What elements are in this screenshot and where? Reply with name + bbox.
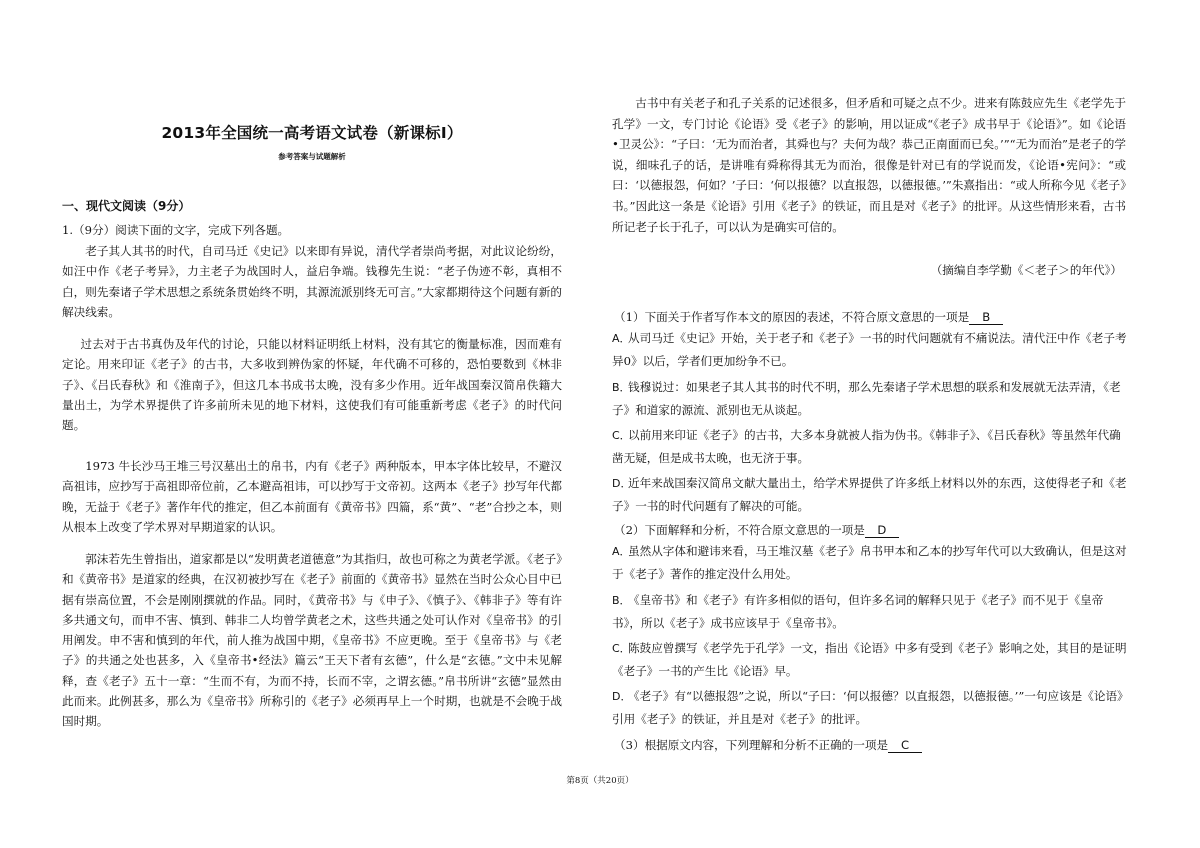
option-text: 虽然从字体和避讳来看，马王堆汉墓《老子》帛书甲本和乙本的抄写年代可以大致确认，但是这对于《老子》著作的推定没什么用处。 (612, 544, 1127, 581)
option-2d (612, 685, 1130, 731)
answer-blank: B (969, 311, 1003, 325)
option-text: 以前用来印证《老子》的古书，大多本身就被人指为伪书。《韩非子》、《吕氏春秋》等虽然年代确凿无疑，但是成书太晚，也无济于事。 (612, 428, 1121, 465)
question-stem-text: （2）下面解释和分析，不符合原文意思的一项是 (614, 523, 865, 537)
option-2b (612, 589, 1130, 635)
passage-text: 古书中有关老子和孔子关系的记述很多，但矛盾和可疑之点不少。进来有陈鼓应先生《老学先于孔学》一文，专门讨论《论语》受《老子》的影响，用以证成“《老子》成书早于《论语》”。如《论语•卫灵公》：“子曰：‘无为而治者，其舜也与？夫何为哉？恭己正南面而已矣。’”“无为而治”是老子的学说，细味孔子的话，是讲唯有舜称得其无为而治，很像是针对已有的学说而发，《论语•宪问》：“或曰：‘以德报怨，何如？’子曰：‘何以报德？以直报怨，以德报德。’”朱熹指出：“或人所称今见《老子》书。”因此这一条是《论语》引用《老子》的铁证，而且是对《老子》的批评。从这些情形来看，古书所记老子长于孔子，可以认为是确实可信的。 (612, 96, 1126, 234)
answer-blank: D (865, 524, 899, 538)
option-letter: A． (612, 545, 631, 558)
page-footer: 第8页（共20页） (566, 776, 634, 786)
option-letter: D． (612, 477, 632, 490)
source-citation: （摘编自李学勤《＜老子＞的年代》） (930, 263, 1122, 277)
option-text: 钱穆说过：如果老子其人其书的时代不明，那么先秦诸子学术思想的联系和发展就无法弄清，《老子》和道家的源流、派别也无从谈起。 (612, 380, 1121, 417)
option-1b (612, 376, 1130, 422)
option-2a (612, 540, 1130, 586)
passage-paragraph-5 (612, 93, 1126, 237)
option-1c (612, 424, 1130, 470)
passage-paragraph-1 (62, 241, 562, 322)
question-stem-2 (614, 522, 1124, 538)
option-text: 近年来战国秦汉简帛文献大量出土，给学术界提供了许多纸上材料以外的东西，这使得老子和《老子》一书的时代问题有了解决的可能。 (612, 476, 1127, 513)
option-letter: C． (612, 429, 631, 442)
option-1d (612, 472, 1130, 518)
answer-blank: C (888, 739, 922, 753)
question-stem-text: （1）下面关于作者写作本文的原因的表述，不符合原文意思的一项是 (614, 310, 970, 324)
option-letter: B． (612, 594, 631, 607)
page-title: 2013年全国统一高考语文试卷（新课标Ⅰ） (161, 124, 463, 142)
option-2c (612, 637, 1130, 683)
passage-paragraph-4 (62, 549, 562, 732)
option-letter: A． (612, 332, 631, 345)
option-text: 《老子》有“以德报怨”之说，所以“子曰：‘何以报德？以直报怨，以德报德。’”一句应该是《论语》引用《老子》的铁证，并且是对《老子》的批评。 (612, 689, 1129, 726)
option-letter: B． (612, 381, 631, 394)
question-stem-1 (614, 309, 1124, 325)
page-subtitle: 参考答案与试题解析 (278, 152, 346, 161)
passage-text: 郭沫若先生曾指出，道家都是以“发明黄老道德意”为其指归，故也可称之为黄老学派。《老子》和《黄帝书》是道家的经典，在汉初被抄写在《老子》前面的《黄帝书》显然在当时公众心目中已据有崇高位置，不会是刚刚撰就的作品。同时，《黄帝书》与《申子》、《慎子》、《韩非子》等有许多共通文句，而申不害、慎到、韩非二人均曾学黄老之术，这些共通之处可认作对《皇帝书》的引用阐发。申不害和慎到的年代，前人推为战国中期，《皇帝书》不应更晚。至于《皇帝书》与《老子》的共通之处也甚多，入《皇帝书•经法》篇云“王天下者有玄德”，什么是“玄德。”文中未见解释，查《老子》五十一章：“生而不有，为而不持，长而不宰，之谓玄德。”帛书所讲“玄德”显然由此而来。此例甚多，那么为《皇帝书》所称引的《老子》必须再早上一个时期，也就是不会晚于战国时期。 (62, 552, 562, 729)
passage-paragraph-2 (62, 334, 562, 435)
option-letter: D． (612, 690, 632, 703)
question-stem-text: （3）根据原文内容，下列理解和分析不正确的一项是 (614, 738, 889, 752)
question-stem-3 (614, 737, 1124, 753)
passage-text: 过去对于古书真伪及年代的讨论，只能以材料证明纸上材料，没有其它的衡量标准，因而难有定论。用来印证《老子》的古书，大多收到辨伪家的怀疑，年代确不可移的，恐怕要数到《林非子》、《吕氏春秋》和《淮南子》，但这几本书成书太晚，没有多少作用。近年战国秦汉简帛佚籍大量出土，为学术界提供了许多前所未见的地下材料，这使我们有可能重新考虑《老子》的时代问题。 (62, 337, 562, 433)
option-1a (612, 327, 1130, 373)
option-letter: C． (612, 642, 631, 655)
question-intro: 1.（9分）阅读下面的文字，完成下列各题。 (62, 223, 290, 237)
passage-paragraph-3 (62, 456, 562, 537)
section-heading: 一、现代文阅读（9分） (62, 199, 191, 213)
option-text: 《皇帝书》和《老子》有许多相似的语句，但许多名词的解释只见于《老子》而不见于《皇帝书》，所以《老子》成书应该早于《皇帝书》。 (612, 593, 1104, 630)
passage-text: 1973 牛长沙马王堆三号汉墓出土的帛书，内有《老子》两种版本，甲本字体比较早，不避汉高祖讳，应抄写于高祖即帝位前，乙本避高祖讳，可以抄写于文帝初。这两本《老子》抄写年代都晚，无益于《老子》著作年代的推定，但乙本前面有《黄帝书》四篇，系“黄”、“老”合抄之本，则从根本上改变了学术界对早期道家的认识。 (62, 459, 562, 534)
option-text: 从司马迁《史记》开始，关于老子和《老子》一书的时代问题就有不痛说法。清代汪中作《老子考异0》以后，学者们更加纷争不已。 (612, 331, 1127, 368)
passage-text: 老子其人其书的时代，自司马迁《史记》以来即有异说，清代学者崇尚考据，对此议论纷纷，如汪中作《老子考异》，力主老子为战国时人，益启争端。钱穆先生说：“老子伪迹不彰，真相不白，则先秦诸子学术思想之系统条贯始终不明，其源流派别终无可言。”大家都期待这个问题有新的解决线索。 (62, 244, 562, 319)
option-text: 陈鼓应曾撰写《老学先于孔学》一文，指出《论语》中多有受到《老子》影响之处，其目的是证明《老子》一书的产生比《论语》早。 (612, 641, 1127, 678)
